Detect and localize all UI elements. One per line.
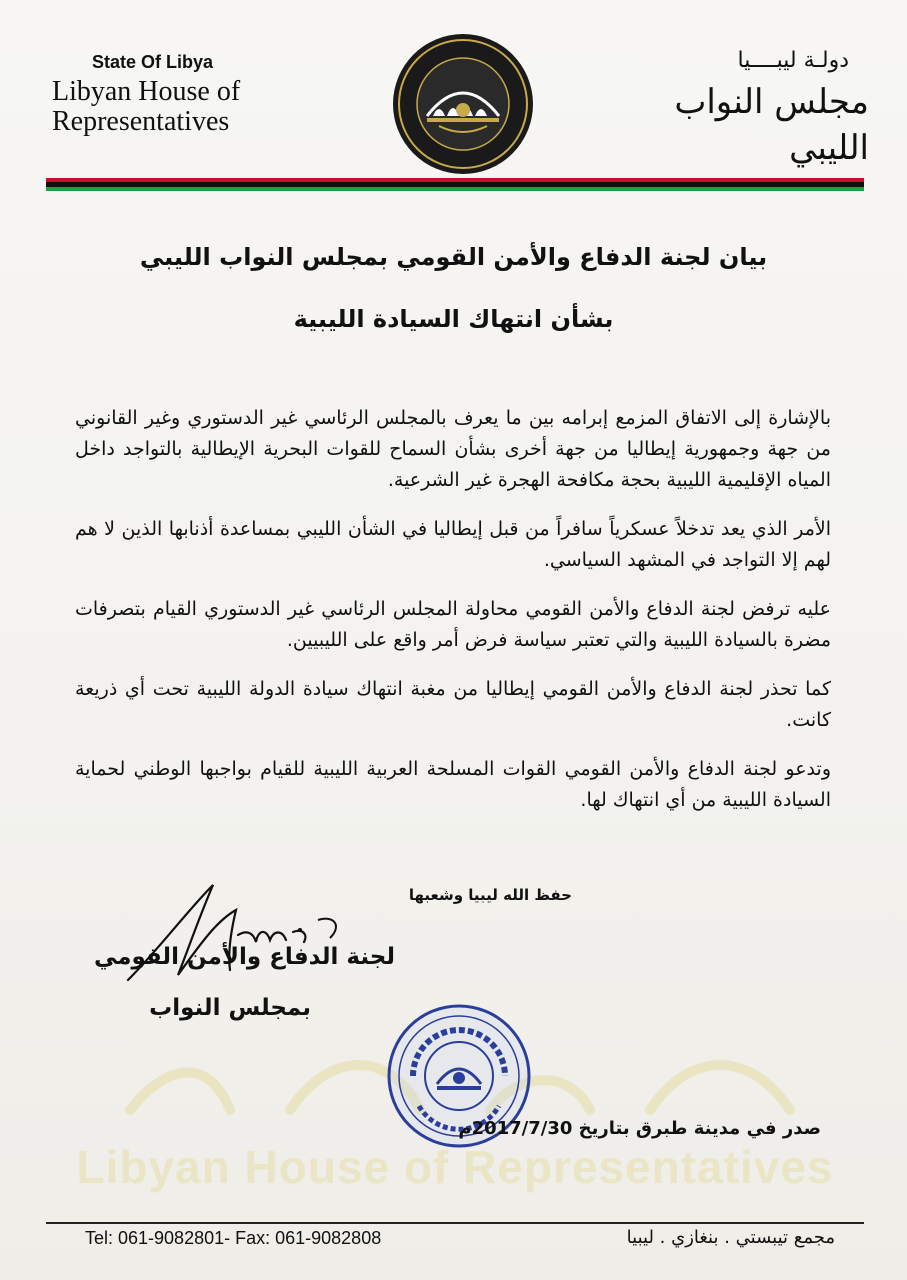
signatory-committee: لجنة الدفاع والأمن القومي bbox=[93, 944, 395, 970]
statement-body bbox=[75, 403, 831, 834]
header-house-ar: مجلس النواب الليبي bbox=[674, 82, 869, 168]
paragraph-2: الأمر الذي يعد تدخلاً عسكرياً سافراً من قبل إيطاليا في الشأن الليبي بمساعدة أذنابها الذين لا هم لهم إلا التواجد في المشهد السياسي. bbox=[75, 518, 831, 571]
header-arabic bbox=[609, 48, 869, 171]
header-house-en-line1: Libyan House of bbox=[52, 76, 241, 107]
handwritten-signature bbox=[118, 880, 368, 990]
parliament-logo bbox=[389, 30, 537, 178]
flag-green-band bbox=[46, 187, 864, 191]
paragraph-1: بالإشارة إلى الاتفاق المزمع إبرامه بين ما يعرف بالمجلس الرئاسي غير الدستوري وغير القانوني من جهة وجمهورية إيطاليا من جهة أخرى بشأن السماح للقوات البحرية الإيطالية بالتواجد داخل المياه الإقليمية الليبية بحجة مكافحة الهجرة غير الشرعية. bbox=[75, 407, 831, 491]
footer-address: مجمع تيبستي . بنغازي . ليبيا bbox=[626, 1227, 835, 1248]
watermark-text: Libyan House of Representatives bbox=[76, 1141, 834, 1193]
paragraph-3: عليه ترفض لجنة الدفاع والأمن القومي محاولة المجلس الرئاسي غير الدستوري القيام بتصرفات مضرة بالسيادة الليبية والتي تعتبر سياسة فرض أمر واقع على الليبيين. bbox=[75, 598, 831, 651]
header-state-en: State Of Libya bbox=[92, 52, 214, 72]
header-state-ar: دولـة ليبــــيا bbox=[737, 48, 849, 73]
footer-contact: Tel: 061-9082801- Fax: 061-9082808 bbox=[85, 1228, 382, 1248]
statement-subtitle: بشأن انتهاك السيادة الليبية bbox=[293, 305, 614, 333]
paragraph-4: كما تحذر لجنة الدفاع والأمن القومي إيطاليا من مغبة انتهاك سيادة الدولة الليبية تحت أي ذريعة كانت. bbox=[75, 678, 831, 731]
header-english bbox=[52, 52, 312, 137]
statement-title: بيان لجنة الدفاع والأمن القومي بمجلس النواب الليبي bbox=[139, 243, 768, 271]
signatory-house: بمجلس النواب bbox=[149, 995, 311, 1021]
header-house-en-line2: Representatives bbox=[52, 106, 230, 137]
footer-divider bbox=[46, 1222, 864, 1224]
issue-date: صدر في مدينة طبرق بتاريخ 2017/7/30م bbox=[458, 1118, 821, 1139]
flag-stripe bbox=[46, 178, 864, 192]
closing-phrase: حفظ الله ليبيا وشعبها bbox=[408, 886, 572, 904]
paragraph-5: وتدعو لجنة الدفاع والأمن القومي القوات المسلحة العربية الليبية للقيام بواجبها الوطني لحماية السيادة الليبية من أي انتهاك لها. bbox=[75, 758, 831, 811]
